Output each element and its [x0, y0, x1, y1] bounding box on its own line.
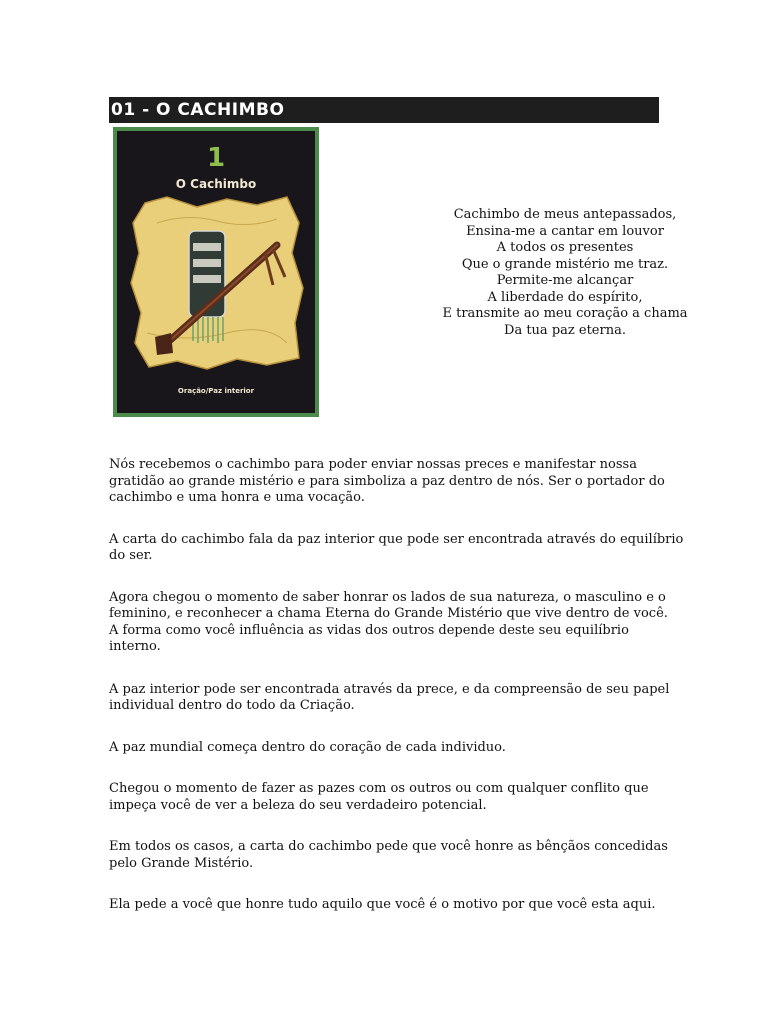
poem-line: Cachimbo de meus antepassados, — [453, 207, 677, 222]
poem-line: Permite-me alcançar — [496, 273, 634, 288]
poem-line: E transmite ao meu coração a chama — [442, 306, 688, 321]
paragraph: A paz interior pode ser encontrada através da prece, e da compreensão de seu papel individual dentro do todo da Criação. — [109, 681, 670, 713]
poem-line: Ensina-me a cantar em louvor — [466, 223, 664, 239]
body-text — [109, 457, 709, 914]
poem — [410, 207, 720, 339]
poem-line: Que o grande mistério me traz. — [461, 256, 669, 272]
card-face — [117, 131, 315, 413]
paragraph: Nós recebemos o cachimbo para poder enviar nossas preces e manifestar nossa gratidão ao grande mistério e para simboliza a paz dentro de nós. Ser o portador do cachimbo e uma honra e uma vocação. — [109, 457, 665, 505]
poem-line: Da tua paz eterna. — [504, 322, 626, 338]
card-number: 1 — [206, 143, 226, 173]
pipe-illustration — [127, 193, 305, 373]
poem-line: A todos os presentes — [496, 240, 634, 255]
card-name: O Cachimbo — [175, 177, 257, 191]
paragraph: Ela pede a você que honre tudo aquilo que você é o motivo por que você esta aqui. — [109, 897, 656, 912]
paragraph: A carta do cachimbo fala da paz interior que pode ser encontrada através do equilíbrio do ser. — [109, 531, 684, 563]
paragraph: Chegou o momento de fazer as pazes com os outros ou com qualquer conflito que impeça você de ver a beleza do seu verdadeiro potencial. — [109, 781, 649, 813]
section-title: 01 - O CACHIMBO — [109, 97, 659, 123]
tarot-card-image — [113, 127, 319, 417]
paragraph: Agora chegou o momento de saber honrar os lados de sua natureza, o masculino e o feminino, e reconhecer a chama Eterna do Grande Mistério que vive dentro de você. A forma como você influência as vidas dos outros depende deste seu equilíbrio interno. — [109, 589, 668, 654]
paragraph: Em todos os casos, a carta do cachimbo pede que você honre as bênçãos concedidas pelo Grande Mistério. — [109, 839, 668, 871]
paragraph: A paz mundial começa dentro do coração de cada individuo. — [109, 739, 506, 755]
card-footer: Oração/Paz interior — [177, 387, 255, 395]
poem-line: A liberdade do espírito, — [487, 289, 643, 305]
